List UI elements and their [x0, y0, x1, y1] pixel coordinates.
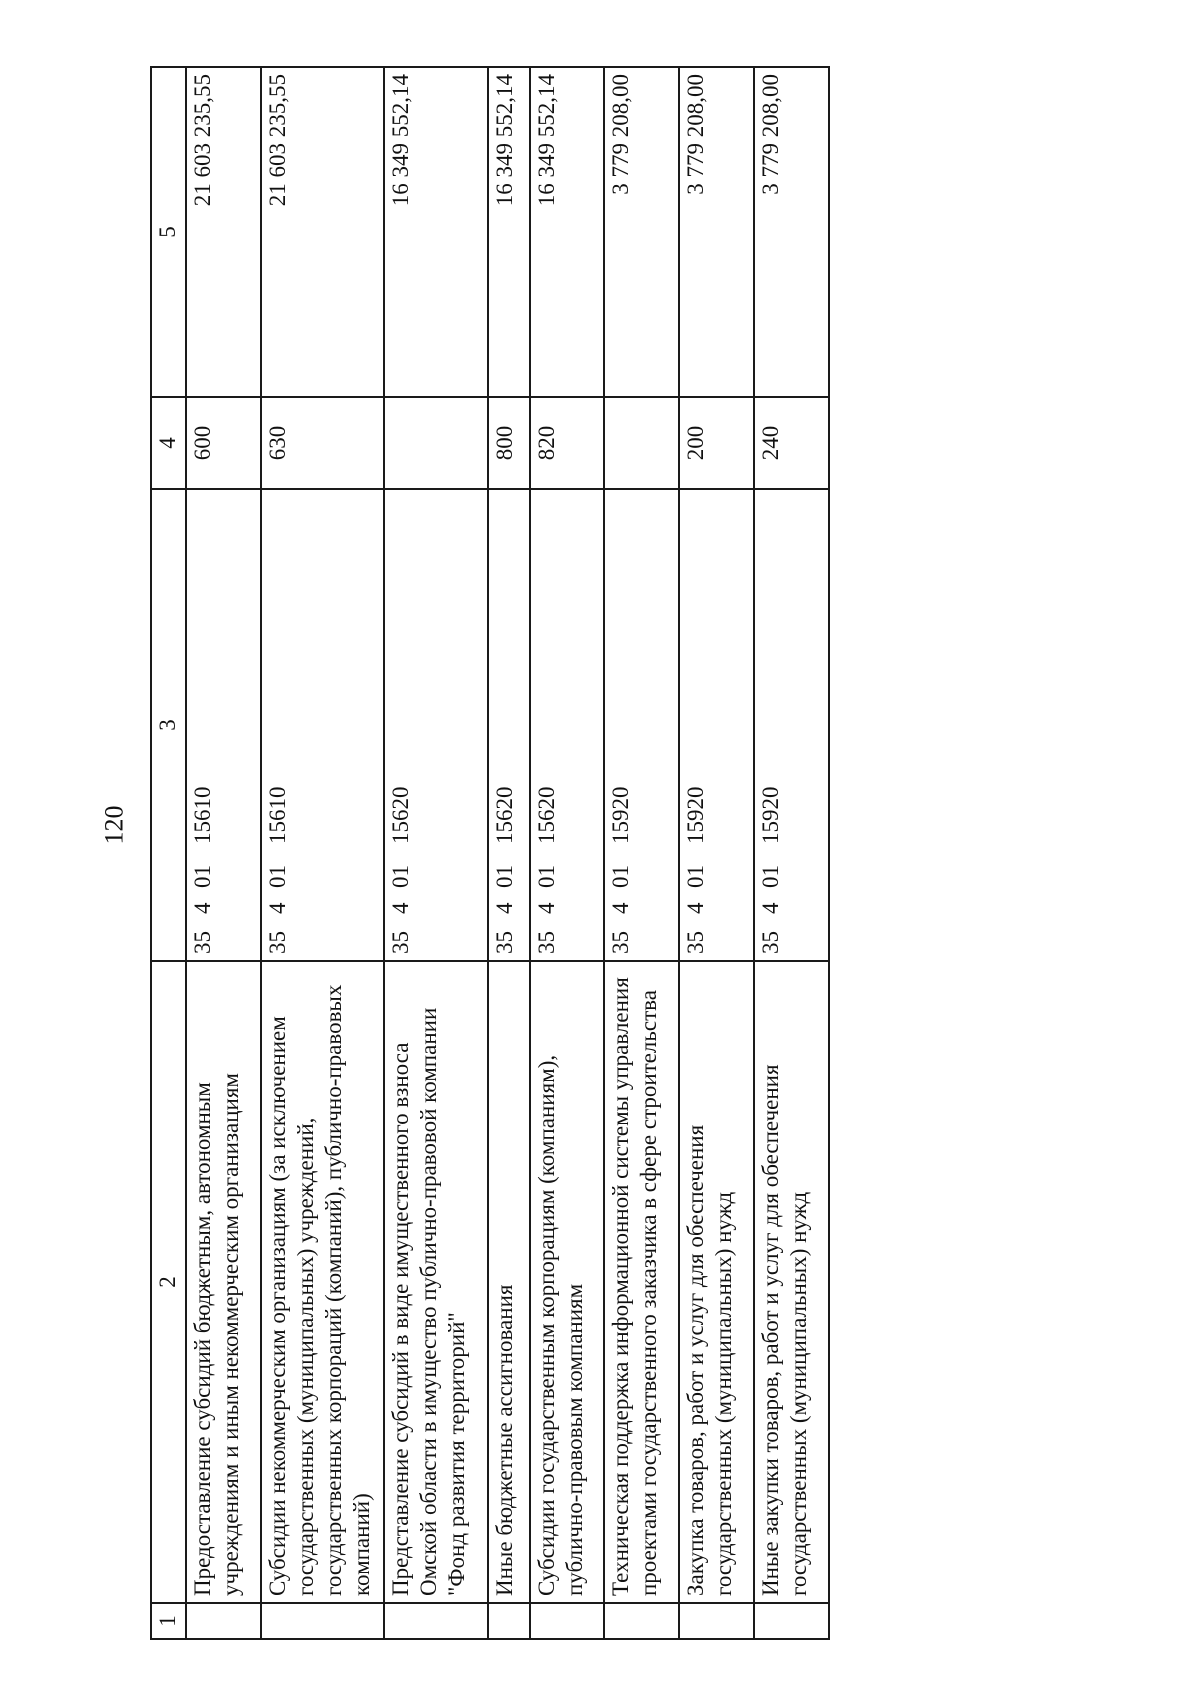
rotated-table-wrapper	[150, 68, 830, 1640]
header-col-5: 5	[151, 67, 186, 397]
target-article-code-cell	[384, 489, 488, 961]
code-complex: 01	[533, 865, 559, 888]
amount-cell: 3 779 208,00	[604, 67, 679, 397]
code-program: 35	[190, 931, 216, 954]
row-index-cell	[261, 1603, 384, 1639]
row-index-cell	[754, 1603, 829, 1639]
table-row	[530, 67, 605, 1639]
code-direction: 15920	[608, 786, 634, 844]
code-type: 4	[388, 902, 414, 914]
code-program: 35	[265, 931, 291, 954]
target-article-code-cell	[186, 489, 261, 961]
table-header-row	[151, 67, 186, 1639]
code-complex: 01	[190, 865, 216, 888]
expense-name-cell: Иные закупки товаров, работ и услуг для обеспечения государственных (муниципальных) нужд	[754, 961, 829, 1603]
code-type: 4	[492, 902, 518, 914]
expense-type-cell: 240	[754, 397, 829, 489]
table-row	[679, 67, 754, 1639]
row-index-cell	[186, 1603, 261, 1639]
expense-name-cell: Субсидии некоммерческим организациям (за исключением государственных (муниципальных) учреждений, государственных корпораций (компаний), публично-правовых компаний)	[261, 961, 384, 1603]
page-number: 120	[99, 805, 129, 845]
amount-cell: 16 349 552,14	[530, 67, 605, 397]
expense-name-cell: Субсидии государственным корпорациям (компаниям), публично-правовым компаниям	[530, 961, 605, 1603]
table-row	[488, 67, 530, 1639]
table-row	[261, 67, 384, 1639]
row-index-cell	[488, 1603, 530, 1639]
header-col-3: 3	[151, 489, 186, 961]
expense-type-cell	[384, 397, 488, 489]
target-article-code-cell	[488, 489, 530, 961]
code-direction: 15620	[492, 786, 518, 844]
code-complex: 01	[388, 865, 414, 888]
expense-type-cell: 600	[186, 397, 261, 489]
target-article-code-cell	[679, 489, 754, 961]
amount-cell: 21 603 235,55	[261, 67, 384, 397]
table-row	[604, 67, 679, 1639]
code-type: 4	[758, 902, 784, 914]
row-index-cell	[679, 1603, 754, 1639]
row-index-cell	[604, 1603, 679, 1639]
code-program: 35	[533, 931, 559, 954]
code-direction: 15920	[758, 786, 784, 844]
code-direction: 15610	[190, 786, 216, 844]
expense-name-cell: Иные бюджетные ассигнования	[488, 961, 530, 1603]
code-direction: 15920	[683, 786, 709, 844]
header-col-2: 2	[151, 961, 186, 1603]
amount-cell: 3 779 208,00	[679, 67, 754, 397]
code-complex: 01	[758, 865, 784, 888]
expense-name-cell: Предоставление субсидий бюджетным, автономным учреждениям и иным некоммерческим организациям	[186, 961, 261, 1603]
table-row	[384, 67, 488, 1639]
table-row	[186, 67, 261, 1639]
code-program: 35	[608, 931, 634, 954]
code-direction: 15610	[265, 786, 291, 844]
amount-cell: 16 349 552,14	[384, 67, 488, 397]
code-direction: 15620	[533, 786, 559, 844]
expense-name-cell: Представление субсидий в виде имущественного взноса Омской области в имущество публично-правовой компании "Фонд развития территорий"	[384, 961, 488, 1603]
amount-cell: 16 349 552,14	[488, 67, 530, 397]
code-direction: 15620	[388, 786, 414, 844]
expense-type-cell: 800	[488, 397, 530, 489]
code-type: 4	[265, 902, 291, 914]
expense-name-cell: Техническая поддержка информационной системы управления проектами государственного заказчика в сфере строительства	[604, 961, 679, 1603]
code-type: 4	[533, 902, 559, 914]
expense-type-cell	[604, 397, 679, 489]
code-complex: 01	[683, 865, 709, 888]
code-program: 35	[683, 931, 709, 954]
target-article-code-cell	[261, 489, 384, 961]
code-program: 35	[758, 931, 784, 954]
row-index-cell	[530, 1603, 605, 1639]
target-article-code-cell	[754, 489, 829, 961]
target-article-code-cell	[604, 489, 679, 961]
target-article-code-cell	[530, 489, 605, 961]
code-program: 35	[492, 931, 518, 954]
table-row	[754, 67, 829, 1639]
code-type: 4	[608, 902, 634, 914]
code-type: 4	[190, 902, 216, 914]
amount-cell: 3 779 208,00	[754, 67, 829, 397]
code-complex: 01	[492, 865, 518, 888]
code-program: 35	[388, 931, 414, 954]
expense-name-cell: Закупка товаров, работ и услуг для обеспечения государственных (муниципальных) нужд	[679, 961, 754, 1603]
expense-type-cell: 200	[679, 397, 754, 489]
header-col-1: 1	[151, 1603, 186, 1639]
row-index-cell	[384, 1603, 488, 1639]
code-complex: 01	[608, 865, 634, 888]
budget-table	[150, 66, 830, 1640]
amount-cell: 21 603 235,55	[186, 67, 261, 397]
header-col-4: 4	[151, 397, 186, 489]
code-complex: 01	[265, 865, 291, 888]
code-type: 4	[683, 902, 709, 914]
expense-type-cell: 630	[261, 397, 384, 489]
expense-type-cell: 820	[530, 397, 605, 489]
